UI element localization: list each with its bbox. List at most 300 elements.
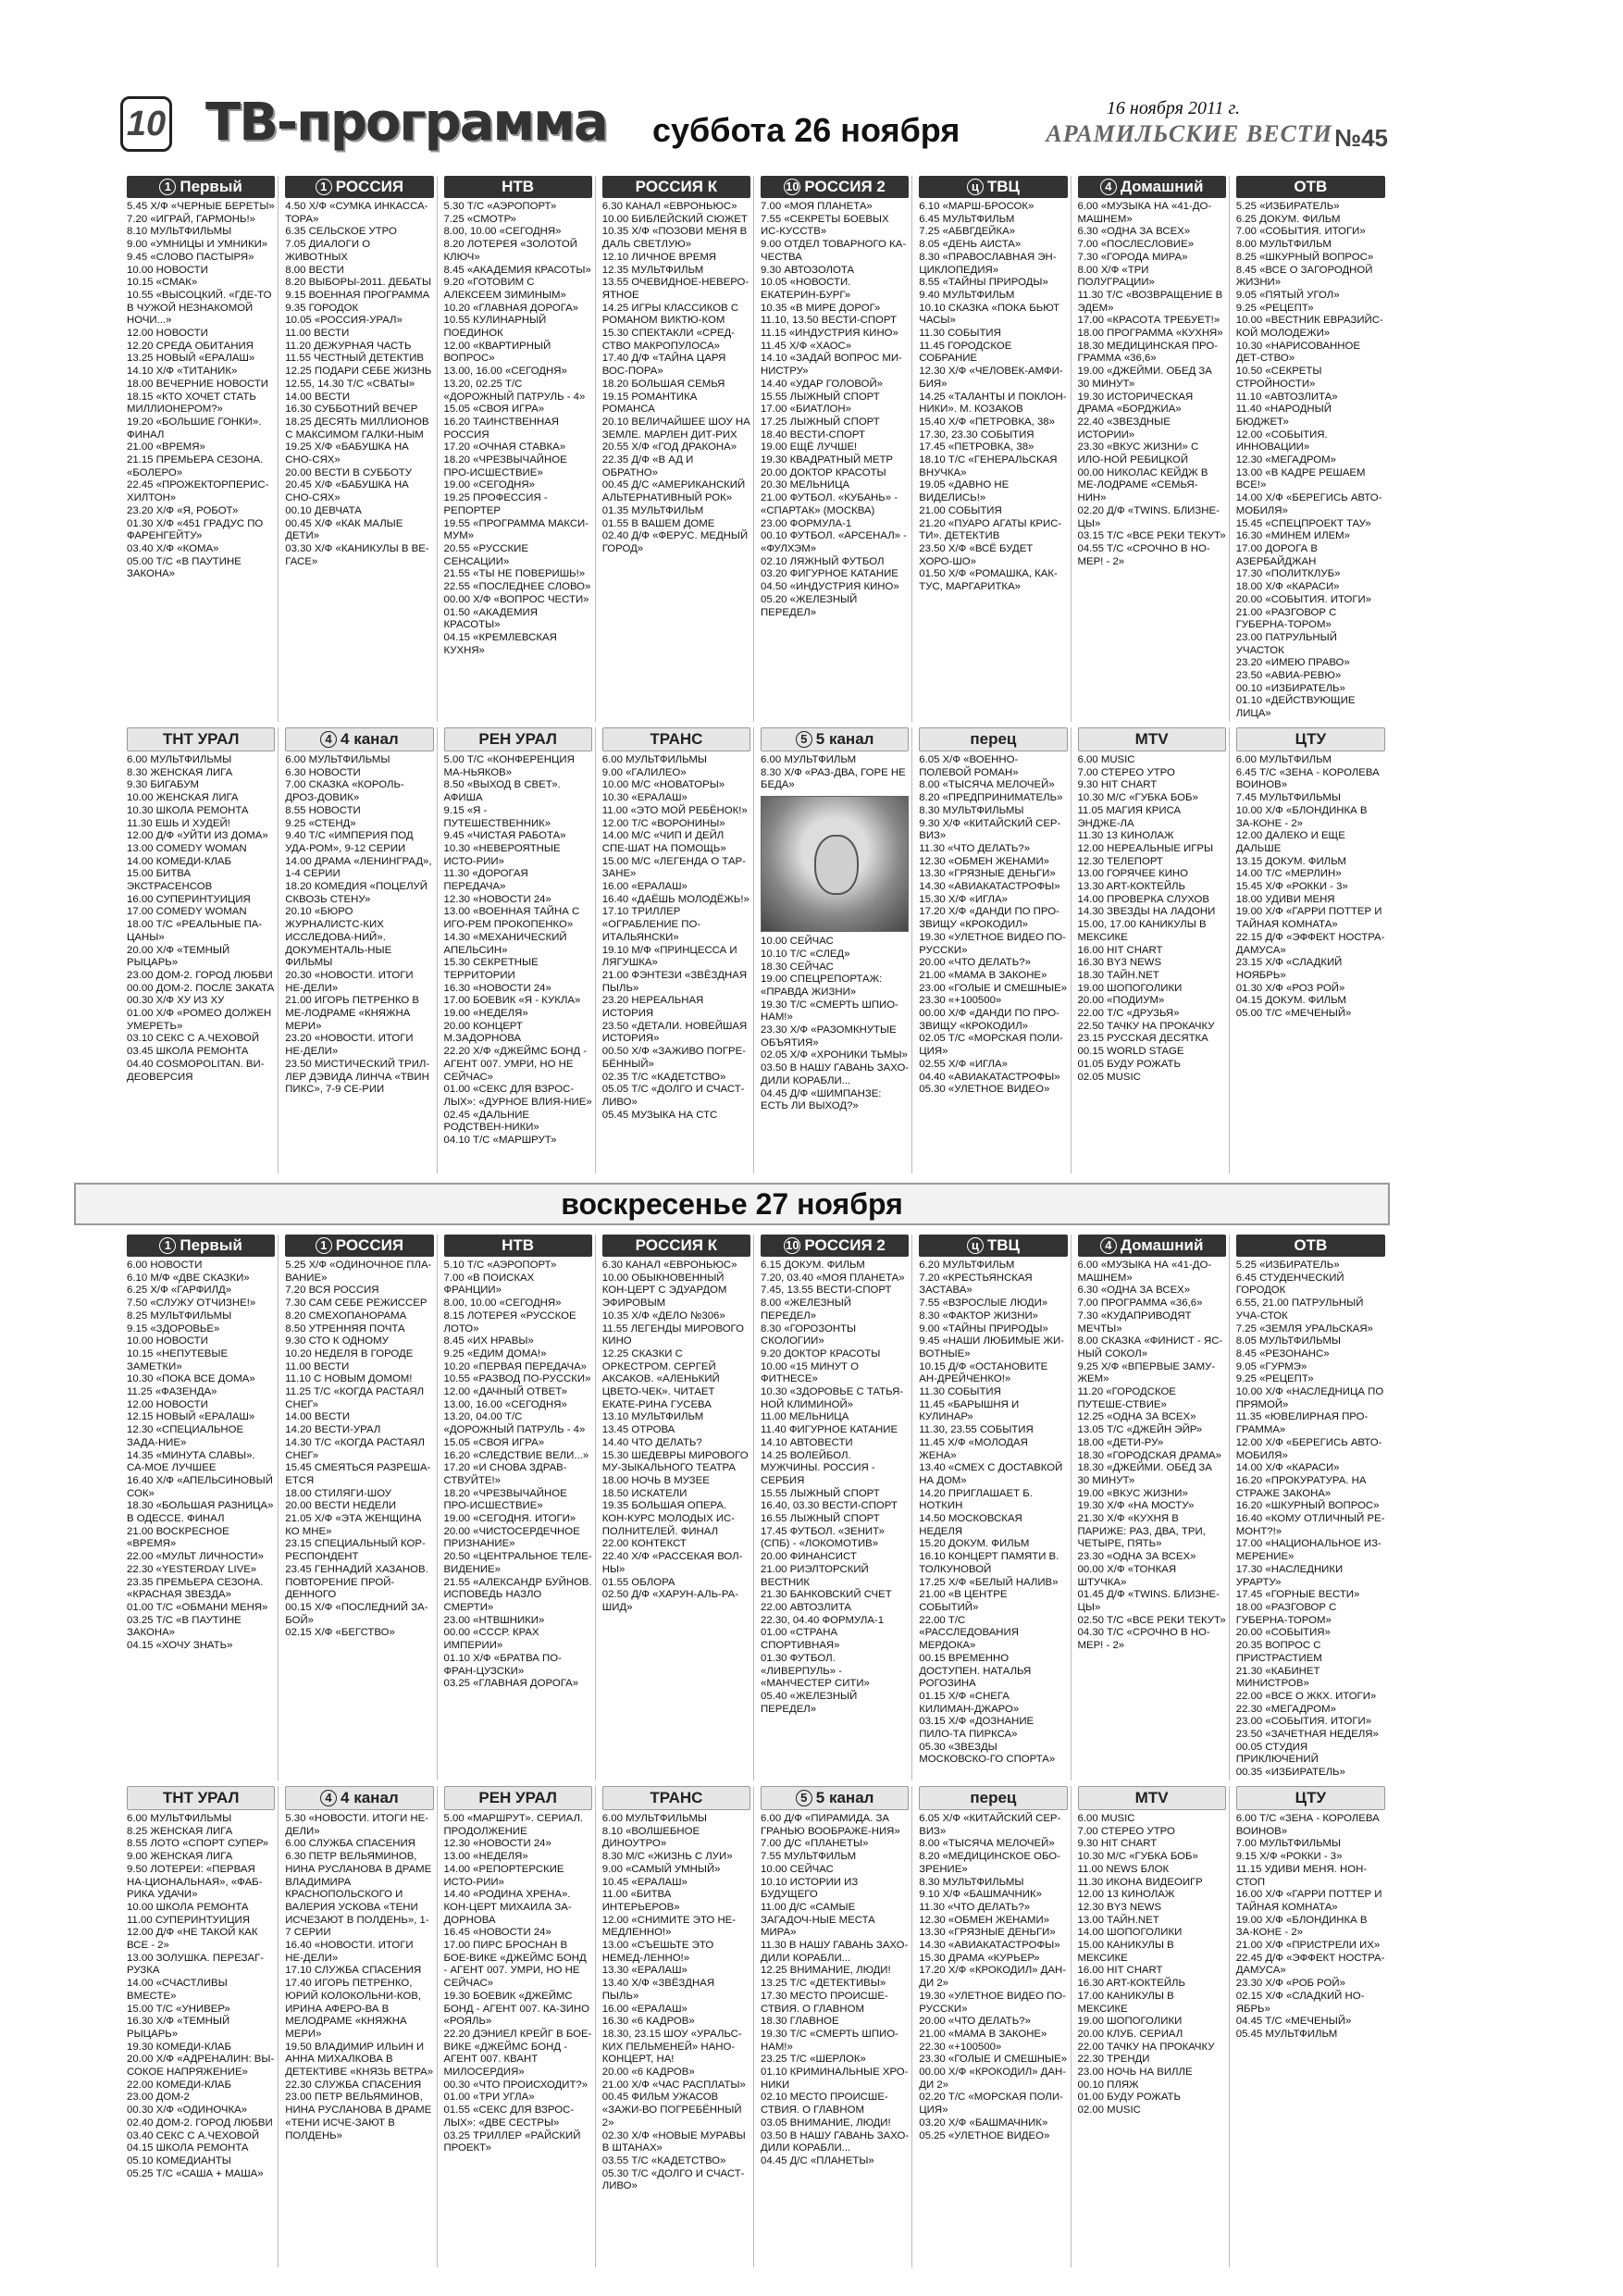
programme-item: 10.00 Х/Ф «БЛОНДИНКА В ЗА-КОНЕ - 2» bbox=[1235, 804, 1368, 829]
programme-item: 11.30 ЕШЬ И ХУДЕЙ! bbox=[127, 817, 230, 829]
programme-item: 11.20 ДЕЖУРНАЯ ЧАСТЬ bbox=[285, 340, 412, 352]
channel-logo-icon: ц bbox=[967, 1237, 984, 1254]
programme-item: 18.20 КОМЕДИЯ «ПОЦЕЛУЙ СКВОЗЬ СТЕНУ» bbox=[285, 881, 427, 905]
programme-item: 15.55 ЛЫЖНЫЙ СПОРТ bbox=[761, 391, 880, 403]
programme-item: 00.10 ПЛЯЖ bbox=[1077, 2079, 1139, 2091]
programme-item: 14.00 «СЧАСТЛИВЫ ВМЕСТЕ» bbox=[127, 1978, 228, 2002]
programme-item: 12.25 «ОДНА ЗА ВСЕХ» bbox=[1077, 1411, 1196, 1423]
programme-item: 21.00 РИЭЛТОРСКИЙ ВЕСТНИК bbox=[761, 1563, 869, 1588]
programme-item: 20.00 «СОБЫТИЯ. ИТОГИ» bbox=[1235, 593, 1372, 605]
programme-item: 14.00 КОМЕДИ-КЛАБ bbox=[127, 855, 231, 867]
programme-item: 10.10 ИСТОРИИ ИЗ БУДУЩЕГО bbox=[761, 1876, 859, 1901]
channel-column bbox=[282, 1786, 437, 2267]
programme-item: 14.20 ВЕСТИ-УРАЛ bbox=[285, 1424, 381, 1436]
channel-name: MTV bbox=[1134, 1789, 1169, 1806]
programme-item: 16.30 Х/Ф «ТЕМНЫЙ РЫЦАРЬ» bbox=[127, 2016, 230, 2040]
programme-item: 19.35 БОЛЬШАЯ ОПЕРА. КОН-КУРС МОЛОДЫХ ИС-ПОЛНИТЕЛЕЙ. ФИНАЛ bbox=[601, 1500, 736, 1537]
channel-logo-icon: 10 bbox=[786, 180, 799, 193]
programme-item: 04.45 Д/С «ПЛАНЕТЫ» bbox=[761, 2154, 874, 2166]
programme-item: 11.30 Т/С «ВОЗВРАЩЕНИЕ В ЭДЕМ» bbox=[1077, 289, 1223, 314]
programme-item: 05.00 Т/С «В ПАУТИНЕ ЗАКОНА» bbox=[127, 555, 242, 580]
programme-item: 10.30 «НАРИСОВАННОЕ ДЕТ-СТВО» bbox=[1235, 340, 1360, 365]
programme-item: 01.55 В ВАШЕМ ДОМЕ bbox=[601, 517, 715, 529]
programme-item: 17.30 МЕСТО ПРОИСШЕ-СТВИЯ. О ГЛАВНОМ bbox=[761, 1990, 888, 2015]
programme-item: 19.50 ВЛАДИМИР ИЛЬИН И АННА МИХАЛКОВА В ДЕТЕКТИВЕ «КНЯЗЬ ВЕТРА» bbox=[285, 2041, 434, 2079]
programme-item: 18.00 УДИВИ МЕНЯ bbox=[1235, 893, 1335, 905]
programme-item: 8.00, 10.00 «СЕГОДНЯ» bbox=[443, 1297, 562, 1309]
programme-item: 20.00 ВЕСТИ В СУББОТУ bbox=[285, 466, 412, 478]
programme-item: 22.00 «ВСЕ О ЖКХ. ИТОГИ» bbox=[1235, 1690, 1377, 1702]
programme-item: 9.45 «СЛОВО ПАСТЫРЯ» bbox=[127, 251, 254, 263]
programme-item: 23.30 «ВКУС ЖИЗНИ» С ИЛО-НОЙ РЕБИЦКОЙ bbox=[1077, 441, 1199, 466]
channel-logo bbox=[761, 1786, 909, 1810]
channel-column bbox=[600, 1786, 754, 2267]
programme-item: 18.15 «КТО ХОЧЕТ СТАТЬ МИЛЛИОНЕРОМ?» bbox=[127, 391, 256, 416]
channel-logo bbox=[919, 176, 1067, 198]
programme-item: 15.30 СЕКРЕТНЫЕ ТЕРРИТОРИИ bbox=[443, 957, 539, 981]
programme-item: 19.00 «НЕДЕЛЯ» bbox=[443, 1008, 528, 1020]
programme-item: 01.45 Д/Ф «TWINS. БЛИЗНЕ-ЦЫ» bbox=[1077, 1589, 1220, 1613]
programme-item: 6.00 МУЛЬТФИЛЬМ bbox=[1235, 754, 1332, 765]
programme-item: 10.00 НОВОСТИ bbox=[127, 1335, 208, 1347]
programme-item: 23.50 «ДЕТАЛИ. НОВЕЙШАЯ ИСТОРИЯ» bbox=[601, 1020, 748, 1045]
programme-item: 14.30 «АВИАКАТАСТРОФЫ» bbox=[919, 881, 1060, 893]
programme-item: 6.30 КАНАЛ «ЕВРОНЬЮС» bbox=[601, 201, 737, 212]
programme-item: 16.20 ТАИНСТВЕННАЯ РОССИЯ bbox=[443, 416, 560, 441]
programme-item: 8.45 «ВСЕ О ЗАГОРОДНОЙ ЖИЗНИ» bbox=[1235, 264, 1373, 289]
channel-column bbox=[124, 176, 279, 722]
channel-column bbox=[1075, 727, 1230, 1173]
programme-item: 14.25 «ТАЛАНТЫ И ПОКЛОН-НИКИ». М. КОЗАКОВ bbox=[919, 391, 1067, 416]
programme-item: 02.45 «ДАЛЬНИЕ РОДСТВЕН-НИКИ» bbox=[443, 1109, 539, 1134]
programme-item: 6.00 СЛУЖБА СПАСЕНИЯ bbox=[285, 1838, 415, 1850]
programme-item: 19.30 «УЛЕТНОЕ ВИДЕО ПО-РУССКИ» bbox=[919, 931, 1066, 956]
programme-item: 23.30 «ОДНА ЗА ВСЕХ» bbox=[1077, 1551, 1196, 1563]
programme-item: 17.45 «ГОРНЫЕ ВЕСТИ» bbox=[1235, 1589, 1360, 1601]
programme-item: 22.45 «ПРОЖЕКТОРПЕРИС-ХИЛТОН» bbox=[127, 479, 269, 504]
channel-logo bbox=[127, 176, 275, 198]
programme-item: 7.05 ДИАЛОГИ О ЖИВОТНЫХ bbox=[285, 239, 371, 263]
programme-item: 17.00 «БИАТЛОН» bbox=[761, 403, 851, 416]
channel-logo bbox=[285, 727, 433, 751]
programme-item: 8.30 «ПРАВОСЛАВНАЯ ЭН-ЦИКЛОПЕДИЯ» bbox=[919, 251, 1057, 276]
programme-item: 21.00 «РАЗГОВОР С ГУБЕРНА-ТОРОМ» bbox=[1235, 606, 1337, 631]
programme-item: 5.00 «МАРШРУТ». СЕРИАЛ. ПРОДОЛЖЕНИЕ bbox=[443, 1813, 584, 1837]
programme-item: 04.30 Т/С «СРОЧНО В НО-МЕР! - 2» bbox=[1077, 1627, 1210, 1652]
programme-item: 04.40 COSMOPOLITAN. ВИ-ДЕОВЕРСИЯ bbox=[127, 1058, 265, 1083]
programme-item: 01.10 Х/Ф «БРАТВА ПО-ФРАН-ЦУЗСКИ» bbox=[443, 1652, 562, 1677]
programme-item: 00.00 НИКОЛАС КЕЙДЖ В МЕ-ЛОДРАМЕ «СЕМЬЯ-НИН» bbox=[1077, 466, 1208, 504]
programme-item: 21.00 ФУТБОЛ. «КУБАНЬ» - «СПАРТАК» (МОСКВА) bbox=[761, 492, 898, 516]
programme-item: 16.20 «СЛЕДСТВИЕ ВЕЛИ...» bbox=[443, 1449, 589, 1461]
programme-item: 03.25 ТРИЛЛЕР «РАЙСКИЙ ПРОЕКТ» bbox=[443, 2129, 581, 2154]
channel-column bbox=[758, 727, 912, 1173]
programme-item: 7.00 «ПОСЛЕСЛОВИЕ» bbox=[1077, 239, 1195, 251]
programme-item: 11.25 «ФАЗЕНДА» bbox=[127, 1386, 217, 1398]
programme-item: 18.00 СТИЛЯГИ-ШОУ bbox=[285, 1487, 392, 1499]
programme-item: 14.00 Х/Ф «КАРАСИ» bbox=[1235, 1462, 1340, 1474]
programme-item: 18.00 Х/Ф «КАРАСИ» bbox=[1235, 581, 1340, 593]
programme-item: 22.00 КОНТЕКСТ bbox=[601, 1538, 687, 1550]
programme-item: 17.30 «НАСЛЕДНИКИ УРАРТУ» bbox=[1235, 1563, 1344, 1588]
programme-item: 11.10 «АВТОЗЛИТА» bbox=[1235, 391, 1338, 403]
programme-item: 22.30 ТРЕНДИ bbox=[1077, 2054, 1150, 2066]
programme-item: 6.30 «ОДНА ЗА ВСЕХ» bbox=[1077, 226, 1191, 238]
programme-item: 02.40 Д/Ф «ФЕРУС. МЕДНЫЙ ГОРОД» bbox=[601, 530, 749, 554]
programme-item: 23.00 «СОБЫТИЯ. ИТОГИ» bbox=[1235, 1716, 1372, 1728]
channel-column bbox=[600, 1235, 754, 1781]
programme-item: 8.55 ЛОТО «СПОРТ СУПЕР» bbox=[127, 1838, 269, 1850]
programme-item: 10.05 «НОВОСТИ. ЕКАТЕРИН-БУРГ» bbox=[761, 277, 851, 301]
programme-item: 20.10 ВЕЛИЧАЙШЕЕ ШОУ НА ЗЕМЛЕ. МАРЛЕН ДИТ-РИХ bbox=[601, 416, 750, 441]
programme-item: 22.00 ТАЧКУ НА ПРОКАЧКУ bbox=[1077, 2041, 1215, 2053]
programme-item: 17.25 Х/Ф «БЕЛЫЙ НАЛИВ» bbox=[919, 1576, 1059, 1588]
programme-item: 22.00 «МУЛЬТ ЛИЧНОСТИ» bbox=[127, 1551, 264, 1563]
programme-item: 12.30 «МЕГАДРОМ» bbox=[1235, 454, 1336, 466]
programme-item: 23.00 «ГОЛЫЕ И СМЕШНЫЕ» bbox=[919, 982, 1068, 994]
programme-item: 8.25 «ШКУРНЫЙ ВОПРОС» bbox=[1235, 251, 1374, 263]
programme-item: 13.30 ART-КОКТЕЙЛЬ bbox=[1077, 881, 1185, 893]
programme-item: 9.15 «Я - ПУТЕШЕСТВЕННИК» bbox=[443, 804, 551, 829]
programme-item: 13.00, 16.00 «СЕГОДНЯ» bbox=[443, 1398, 567, 1410]
page-number: 10 bbox=[120, 96, 172, 152]
programme-item: 02.35 Т/С «КАДЕТСТВО» bbox=[601, 1071, 726, 1083]
programme-item: 12.00 «ДАЧНЫЙ ОТВЕТ» bbox=[443, 1386, 567, 1398]
channel-logo bbox=[761, 1235, 909, 1257]
programme-item: 05.10 КОМЕДИАНТЫ bbox=[127, 2154, 231, 2166]
programme-item: 6.30 НОВОСТИ bbox=[285, 766, 361, 778]
programme-item: 18.20 БОЛЬШАЯ СЕМЬЯ bbox=[601, 378, 725, 390]
programme-item: 17.40 ИГОРЬ ПЕТРЕНКО, ЮРИЙ КОЛОКОЛЬНИ-КОВ, ИРИНА АФЕРО-ВА В МЕЛОДРАМЕ «КНЯЖНА МЕРИ» bbox=[285, 1978, 421, 2040]
programme-item: 11.05 МАГИЯ КРИСА ЭНДЖЕ-ЛА bbox=[1077, 804, 1182, 829]
programme-item: 17.10 ТРИЛЛЕР «ОГРАБЛЕНИЕ ПО-ИТАЛЬЯНСКИ» bbox=[601, 906, 701, 943]
programme-item: 17.00 КАНИКУЛЫ В МЕКСИКЕ bbox=[1077, 1990, 1174, 2015]
programme-item: 7.20 «КРЕСТЬЯНСКАЯ ЗАСТАВА» bbox=[919, 1272, 1033, 1297]
programme-item: 18.00 ВЕЧЕРНИЕ НОВОСТИ bbox=[127, 378, 268, 390]
programme-item: 11.30 «ЧТО ДЕЛАТЬ?» bbox=[919, 1901, 1031, 1913]
programme-item: 5.25 «ИЗБИРАТЕЛЬ» bbox=[1235, 1260, 1340, 1271]
programme-item: 8.00 «ЖЕЛЕЗНЫЙ ПЕРЕДЕЛ» bbox=[761, 1297, 851, 1322]
programme-item: 20.00 «ЧТО ДЕЛАТЬ?» bbox=[919, 2016, 1031, 2028]
programme-item: 12.35 МУЛЬТФИЛЬМ bbox=[601, 264, 704, 276]
programme-item bbox=[1236, 721, 1385, 722]
programme-item: 12.55, 14.30 Т/С «СВАТЫ» bbox=[285, 378, 415, 390]
programme-item: 12.00 Х/Ф «БЕРЕГИСЬ АВТО-МОБИЛЯ» bbox=[1235, 1436, 1382, 1461]
programme-item: 11.00 Д/С «САМЫЕ ЗАГАДОЧ-НЫЕ МЕСТА МИРА» bbox=[761, 1901, 875, 1939]
programme-item: 00.00 Х/Ф «ВОПРОС ЧЕСТИ» bbox=[443, 593, 589, 605]
programme-item: 03.15 Т/С «ВСЕ РЕКИ ТЕКУТ» bbox=[1077, 530, 1226, 542]
programme-item: 00.35 «ИЗБИРАТЕЛЬ» bbox=[1235, 1767, 1345, 1779]
programme-item: 15.30 СПЕКТАКЛИ «СРЕД-СТВО МАКРОПУЛОСА» bbox=[601, 328, 735, 352]
programme-item: 9.30 СТО К ОДНОМУ bbox=[285, 1335, 389, 1347]
channel-name: ТНТ УРАЛ bbox=[162, 730, 240, 748]
programme-item: 01.00 БУДУ РОЖАТЬ bbox=[1077, 2091, 1181, 2104]
programme-item: 19.00 «СЕГОДНЯ. ИТОГИ» bbox=[443, 1513, 576, 1525]
programme-item: 04.55 Т/С «СРОЧНО В НО-МЕР! - 2» bbox=[1077, 542, 1210, 567]
programme-item: 00.30 Х/Ф «ОДИНОЧКА» bbox=[127, 2104, 248, 2116]
programme-item: 17.45 «ПЕТРОВКА, 38» bbox=[919, 441, 1035, 453]
channel-column bbox=[1075, 1786, 1230, 2267]
channel-logo-icon: 1 bbox=[159, 1237, 176, 1254]
programme-item: 03.40 Х/Ф «КОМА» bbox=[127, 542, 219, 554]
programme-item: 15.00 Т/С «УНИВЕР» bbox=[127, 2003, 230, 2015]
programme-item: 19.20 «БОЛЬШИЕ ГОНКИ». ФИНАЛ bbox=[127, 416, 262, 441]
programme-item: 19.00 ШОПОГОЛИКИ bbox=[1077, 982, 1183, 994]
programme-item: 19.00 Х/Ф «ГАРРИ ПОТТЕР И ТАЙНАЯ КОМНАТА» bbox=[1235, 906, 1382, 931]
programme-item: 11.45 ГОРОДСКОЕ СОБРАНИЕ bbox=[919, 340, 1012, 365]
programme-item: 6.10 М/Ф «ДВЕ СКАЗКИ» bbox=[127, 1272, 250, 1284]
programme-item: 5.30 Т/С «АЭРОПОРТ» bbox=[443, 201, 557, 212]
programme-item: 16.10 КОНЦЕРТ ПАМЯТИ В. ТОЛКУНОВОЙ bbox=[919, 1551, 1059, 1575]
channel-logo-icon: 4 bbox=[1100, 179, 1117, 195]
programme-item: 9.10 Х/Ф «БАШМАЧНИК» bbox=[919, 1889, 1042, 1901]
programme-item: 9.35 ГОРОДОК bbox=[285, 302, 359, 314]
programme-item: 6.25 Х/Ф «ГАРФИЛД» bbox=[127, 1285, 232, 1297]
programme-item: 11.00 СУПЕРИНТУИЦИЯ bbox=[127, 1914, 250, 1926]
programme-item: 7.45, 13.55 ВЕСТИ-СПОРТ bbox=[761, 1285, 892, 1297]
programme-item: 15.00 КАНИКУЛЫ В МЕКСИКЕ bbox=[1077, 1940, 1174, 1964]
programme-item: 8.00 «ТЫСЯЧА МЕЛОЧЕЙ» bbox=[919, 779, 1055, 791]
programme-item: 03.20 ФИГУРНОЕ КАТАНИЕ bbox=[761, 568, 898, 580]
programme-item: 10.00 ОБЫКНОВЕННЫЙ КОН-ЦЕРТ С ЭДУАРДОМ ЭФИРОВЫМ bbox=[601, 1272, 727, 1309]
programme-item: 9.30 БИГАБУМ bbox=[127, 779, 199, 791]
programme-item: 22.50 ТАЧКУ НА ПРОКАЧКУ bbox=[1077, 1020, 1215, 1032]
programme-item: 02.30 Х/Ф «НОВЫЕ МУРАВЫ В ШТАНАХ» bbox=[601, 2129, 746, 2154]
channel-name: РОССИЯ К bbox=[635, 1236, 718, 1254]
programme-item: 18.30 ТАЙН.NET bbox=[1077, 969, 1159, 981]
programme-item: 19.30 Т/С «СМЕРТЬ ШПИО-НАМ!» bbox=[761, 2028, 898, 2053]
programme-item: 19.00 СПЕЦРЕПОРТАЖ: «ПРАВДА ЖИЗНИ» bbox=[761, 974, 883, 998]
programme-item: 13.40 «СМЕХ С ДОСТАВКОЙ НА ДОМ» bbox=[919, 1462, 1063, 1486]
programme-item: 11.15 УДИВИ МЕНЯ. НОН-СТОП bbox=[1235, 1863, 1368, 1888]
programme-item: 15.55 ЛЫЖНЫЙ СПОРТ bbox=[761, 1487, 880, 1499]
programme-item: 12.00 «КВАРТИРНЫЙ ВОПРОС» bbox=[443, 340, 551, 365]
programme-item: 23.30 «ГОЛЫЕ И СМЕШНЫЕ» bbox=[919, 2054, 1068, 2066]
channel-column bbox=[282, 1235, 437, 1781]
channel-logo bbox=[919, 1786, 1067, 1810]
channel-name: 4 канал bbox=[341, 1789, 399, 1806]
programme-item: 13.05 Т/С «ДЖЕЙН ЭЙР» bbox=[1077, 1424, 1203, 1436]
programme-item: 14.10 Х/Ф «ТИТАНИК» bbox=[127, 366, 238, 378]
programme-item: 14.30 ЗВЕЗДЫ НА ЛАДОНИ bbox=[1077, 906, 1216, 918]
programme-item: 6.00 MUSIC bbox=[1077, 754, 1135, 765]
programme-item: 20.00 «6 КАДРОВ» bbox=[601, 2066, 695, 2079]
programme-item: 16.00 «ЕРАЛАШ» bbox=[601, 2003, 688, 2015]
programme-item: 14.40 «РОДИНА ХРЕНА». КОН-ЦЕРТ МИХАИЛА ЗА-ДОРНОВА bbox=[443, 1889, 572, 1926]
programme-item: 11.00 МЕЛЬНИЦА bbox=[761, 1411, 849, 1423]
channel-column bbox=[758, 1235, 912, 1781]
channel-column bbox=[441, 1235, 596, 1781]
programme-item: 10.20 «ПЕРВАЯ ПЕРЕДАЧА» bbox=[443, 1360, 588, 1372]
programme-item: 02.40 ДОМ-2. ГОРОД ЛЮБВИ bbox=[127, 2116, 273, 2128]
programme-item: 6.00 МУЛЬТФИЛЬМЫ bbox=[601, 1813, 707, 1824]
programme-item: 23.25 Т/С «ШЕРЛОК» bbox=[761, 2054, 866, 2066]
programme-item: 4.50 Х/Ф «СУМКА ИНКАССА-ТОРА» bbox=[285, 201, 428, 225]
programme-item: 21.30 «КАБИНЕТ МИНИСТРОВ» bbox=[1235, 1665, 1320, 1690]
channel-logo bbox=[919, 1235, 1067, 1257]
programme-item: 6.05 Х/Ф «КИТАЙСКИЙ СЕР-ВИЗ» bbox=[919, 1813, 1061, 1837]
programme-item: 7.30 «КУДАПРИВОДЯТ МЕЧТЫ» bbox=[1077, 1309, 1192, 1334]
channel-name: 5 канал bbox=[815, 730, 874, 748]
programme-item: 10.00 СЕЙЧАС bbox=[761, 1863, 834, 1875]
programme-item: 6.00 MUSIC bbox=[1077, 1813, 1135, 1824]
channel-logo bbox=[761, 176, 909, 198]
programme-item: 10.35 Х/Ф «ДЕЛО №306» bbox=[601, 1309, 725, 1322]
programme-item: 20.00 Х/Ф «АДРЕНАЛИН: ВЫ-СОКОЕ НАПРЯЖЕНИЕ» bbox=[127, 2054, 275, 2079]
programme-item: 17.00 «КРАСОТА ТРЕБУЕТ!» bbox=[1077, 315, 1220, 327]
programme-item: 9.00 «САМЫЙ УМНЫЙ» bbox=[601, 1863, 721, 1875]
programme-item: 23.30 «+100500» bbox=[919, 995, 1002, 1007]
channel-column bbox=[916, 727, 1071, 1173]
programme-item: 04.40 «АВИАКАТАСТРОФЫ» bbox=[919, 1071, 1060, 1083]
channel-logo-icon: 4 bbox=[1100, 1237, 1117, 1254]
programme-item: 16.20 «ПРОКУРАТУРА. НА СТРАЖЕ ЗАКОНА» bbox=[1235, 1474, 1367, 1499]
programme-item: 00.00 Х/Ф «ДАНДИ ПО ПРО-ЗВИЩУ «КРОКОДИЛ» bbox=[919, 1008, 1059, 1032]
programme-item: 19.30 Х/Ф «НА МОСТУ» bbox=[1077, 1500, 1195, 1512]
programme-item: 10.55 «РАЗВОД ПО-РУССКИ» bbox=[443, 1373, 591, 1385]
programme-item: 5.25 «ИЗБИРАТЕЛЬ» bbox=[1235, 201, 1340, 212]
channel-logo-icon: 4 bbox=[320, 1790, 337, 1806]
programme-item: 14.25 ВОЛЕЙБОЛ. МУЖЧИНЫ. РОССИЯ - СЕРБИЯ bbox=[761, 1449, 875, 1486]
programme-item: 8.45 «ИХ НРАВЫ» bbox=[443, 1335, 534, 1347]
programme-item: 7.20, 03.40 «МОЯ ПЛАНЕТА» bbox=[761, 1272, 905, 1284]
programme-item: 01.35 МУЛЬТФИЛЬМ bbox=[601, 504, 704, 516]
programme-item: 7.25 «СМОТР» bbox=[443, 213, 516, 225]
programme-item: 10.00 НОВОСТИ bbox=[127, 264, 208, 276]
programme-item: 7.30 «ГОРОДА МИРА» bbox=[1077, 251, 1188, 263]
programme-item: 11.30 ИКОНА ВИДЕОИГР bbox=[1077, 1876, 1203, 1888]
programme-item: 8.30 МУЛЬТФИЛЬМЫ bbox=[919, 804, 1024, 816]
programme-item: 23.30 Х/Ф «РОБ РОЙ» bbox=[1235, 1978, 1345, 1990]
programme-item: 16.40, 03.30 ВЕСТИ-СПОРТ bbox=[761, 1500, 898, 1512]
channel-column bbox=[758, 1786, 912, 2267]
programme-item: 05.30 «УЛЕТНОЕ ВИДЕО» bbox=[919, 1084, 1050, 1096]
programme-item: 17.45 ФУТБОЛ. «ЗЕНИТ» (СПБ) - «ЛОКОМОТИВ» bbox=[761, 1525, 885, 1550]
programme-item: 9.30 АВТОЗОЛОТА bbox=[761, 264, 855, 276]
programme-item: 14.00 ДРАМА «ЛЕНИНГРАД», 1-4 СЕРИИ bbox=[285, 855, 432, 880]
channel-logo-icon: 1 bbox=[316, 179, 332, 195]
programme-item: 5.00 Т/С «КОНФЕРЕНЦИЯ МА-НЬЯКОВ» bbox=[443, 754, 575, 778]
channel-name: ЦТУ bbox=[1295, 730, 1327, 748]
programme-item: 15.20 ДОКУМ. ФИЛЬМ bbox=[919, 1538, 1030, 1550]
channel-name: перец bbox=[970, 730, 1017, 748]
programme-item: 22.00 КОМЕДИ-КЛАБ bbox=[127, 2079, 231, 2091]
programme-item: 16.00 Х/Ф «ГАРРИ ПОТТЕР И ТАЙНАЯ КОМНАТА» bbox=[1235, 1889, 1382, 1913]
channel-name: ТНТ УРАЛ bbox=[162, 1789, 240, 1806]
programme-item: 03.25 «ГЛАВНАЯ ДОРОГА» bbox=[443, 1678, 579, 1690]
programme-item: 21.00 ФЭНТЕЗИ «ЗВЁЗДНАЯ ПЫЛЬ» bbox=[601, 969, 748, 994]
programme-item: 9.25 «ЕДИМ ДОМА!» bbox=[443, 1347, 547, 1359]
programme-item: 13.00 «СЪЕШЬТЕ ЭТО НЕМЕД-ЛЕННО!» bbox=[601, 1940, 714, 1964]
programme-item: 03.30 Х/Ф «КАНИКУЛЫ В ВЕ-ГАСЕ» bbox=[285, 542, 429, 567]
programme-item: 00.15 WORLD STAGE bbox=[1077, 1046, 1184, 1058]
programme-item: 18.00 ПРОГРАММА «КУХНЯ» bbox=[1077, 328, 1223, 340]
channel-logo bbox=[285, 176, 433, 198]
programme-item: 03.15 Х/Ф «ДОЗНАНИЕ ПИЛО-ТА ПИРКСА» bbox=[919, 1716, 1035, 1741]
channel-name: ЦТУ bbox=[1295, 1789, 1327, 1806]
channel-name: НТВ bbox=[502, 178, 535, 195]
programme-item: 13.00 «ВОЕННАЯ ТАЙНА С ИГО-РЕМ ПРОКОПЕНКО» bbox=[443, 906, 580, 931]
programme-item: 14.00 Т/С «МЕРЛИН» bbox=[1235, 868, 1342, 880]
programme-item: 11.30 «ЧТО ДЕЛАТЬ?» bbox=[919, 842, 1031, 854]
programme-item: 22.30 «МЕГАДРОМ» bbox=[1235, 1703, 1336, 1715]
programme-item: 6.00 МУЛЬТФИЛЬМЫ bbox=[127, 1813, 232, 1824]
programme-item: 6.20 МУЛЬТФИЛЬМ bbox=[919, 1260, 1015, 1271]
programme-item: 20.00 «ЧТО ДЕЛАТЬ?» bbox=[919, 957, 1031, 969]
channel-name: РОССИЯ 2 bbox=[804, 1236, 886, 1254]
programme-item: 12.30 ТЕЛЕПОРТ bbox=[1077, 855, 1163, 867]
programme-item: 00.15 ВРЕМЕННО ДОСТУПЕН. НАТАЛЬЯ РОГОЗИНА bbox=[919, 1652, 1032, 1690]
programme-item: 17.40 Д/Ф «ТАЙНА ЦАРЯ ВОС-ПОРА» bbox=[601, 353, 726, 378]
programme-item: 04.15 ШКОЛА РЕМОНТА bbox=[127, 2142, 249, 2154]
programme-item: 8.05 «ДЕНЬ АИСТА» bbox=[919, 239, 1022, 251]
channel-logo-icon: ц bbox=[967, 179, 984, 195]
programme-item: 11.55 ЛЕГЕНДЫ МИРОВОГО КИНО bbox=[601, 1322, 744, 1347]
programme-item: 8.20 «МЕДИЦИНСКОЕ ОБО-ЗРЕНИЕ» bbox=[919, 1851, 1060, 1875]
programme-item: 9.30 Х/Ф «КИТАЙСКИЙ СЕР-ВИЗ» bbox=[919, 817, 1061, 842]
day-heading-saturday: суббота 26 ноября bbox=[652, 111, 960, 149]
programme-item: 8.10 «ВОЛШЕБНОЕ ДИНОУТРО» bbox=[601, 1825, 700, 1850]
programme-item: 01.30 ФУТБОЛ. «ЛИВЕРПУЛЬ» - «МАНЧЕСТЕР СИТИ» bbox=[761, 1652, 870, 1690]
programme-item: 10.10 Т/С «СЛЕД» bbox=[761, 948, 850, 960]
programme-item: 10.55 КУЛИНАРНЫЙ ПОЕДИНОК bbox=[443, 315, 547, 340]
programme-item: 10.00 Х/Ф «НАСЛЕДНИЦА ПО ПРЯМОЙ» bbox=[1235, 1386, 1384, 1410]
programme-item: 01.10 «ДЕЙСТВУЮЩИЕ ЛИЦА» bbox=[1235, 695, 1356, 720]
programme-item: 20.55 Х/Ф «ГОД ДРАКОНА» bbox=[601, 441, 737, 453]
channel-column bbox=[1233, 727, 1388, 1173]
programme-item: 00.05 СТУДИЯ ПРИКЛЮЧЕНИЙ bbox=[1235, 1741, 1319, 1766]
channel-name: ОТВ bbox=[1294, 1236, 1328, 1254]
programme-item: 14.00 ВЕСТИ bbox=[285, 1411, 351, 1423]
programme-item: 05.45 МУЛЬТФИЛЬМ bbox=[1235, 2028, 1338, 2040]
channel-name: Первый bbox=[180, 178, 242, 195]
programme-item: 8.20 ВЫБОРЫ-2011. ДЕБАТЫ bbox=[285, 277, 432, 289]
programme-item: 12.00 НОВОСТИ bbox=[127, 328, 208, 340]
programme-item: 10.45 «ЕРАЛАШ» bbox=[601, 1876, 688, 1888]
programme-item: 02.10 МЕСТО ПРОИСШЕ-СТВИЯ. О ГЛАВНОМ bbox=[761, 2091, 888, 2116]
programme-item: 23.50 «ЗАЧЕТНАЯ НЕДЕЛЯ» bbox=[1235, 1729, 1379, 1741]
programme-item: 02.20 Т/С «МОРСКАЯ ПОЛИ-ЦИЯ» bbox=[919, 2091, 1063, 2116]
programme-item: 19.05 «ДАВНО НЕ ВИДЕЛИСЬ!» bbox=[919, 479, 1010, 504]
programme-item: 14.25 ИГРЫ КЛАССИКОВ С РОМАНОМ ВИКТЮ-КОМ bbox=[601, 302, 739, 327]
programme-item: 20.55 «РУССКИЕ СЕНСАЦИИ» bbox=[443, 542, 528, 567]
programme-item: 15.30 Х/Ф «ИГЛА» bbox=[919, 893, 1008, 905]
programme-item: 01.10 КРИМИНАЛЬНЫЕ ХРО-НИКИ bbox=[761, 2066, 909, 2091]
programme-item: 13.00 ТАЙН.NET bbox=[1077, 1914, 1159, 1926]
channel-logo bbox=[1236, 176, 1385, 198]
programme-item: 8.30 ЖЕНСКАЯ ЛИГА bbox=[127, 766, 233, 778]
programme-item: 16.40 «КОМУ ОТЛИЧНЫЙ РЕ-МОНТ?!» bbox=[1235, 1513, 1385, 1537]
programme-item: 20.00 ВЕСТИ НЕДЕЛИ bbox=[285, 1500, 397, 1512]
programme-item: 16.45 «НОВОСТИ 24» bbox=[443, 1927, 551, 1939]
programme-item: 00.10 ДЕВЧАТА bbox=[285, 504, 362, 516]
programme-item: 02.20 Д/Ф «TWINS. БЛИЗНЕ-ЦЫ» bbox=[1077, 504, 1220, 529]
programme-item: 6.35 СЕЛЬСКОЕ УТРО bbox=[285, 226, 397, 238]
programme-item: 03.20 Х/Ф «БАШМАЧНИК» bbox=[919, 2116, 1048, 2128]
programme-item: 19.00 ЕЩЁ ЛУЧШЕ! bbox=[761, 441, 858, 453]
programme-item: 15.45 «СПЕЦПРОЕКТ ТАУ» bbox=[1235, 517, 1371, 529]
programme-item: 17.10 СЛУЖБА СПАСЕНИЯ bbox=[285, 1965, 422, 1977]
programme-item: 15.05 «СВОЯ ИГРА» bbox=[443, 403, 545, 416]
programme-item: 9.25 «РЕЦЕПТ» bbox=[1235, 1373, 1314, 1385]
channel-logo bbox=[285, 1235, 433, 1257]
programme-item: 20.50 «ЦЕНТРАЛЬНОЕ ТЕЛЕ-ВИДЕНИЕ» bbox=[443, 1551, 592, 1575]
programme-item: 03.25 Т/С «В ПАУТИНЕ ЗАКОНА» bbox=[127, 1614, 242, 1639]
channel-column bbox=[600, 176, 754, 722]
channel-column bbox=[758, 176, 912, 722]
programme-item: 10.35 «В МИРЕ ДОРОГ» bbox=[761, 302, 881, 314]
programme-item: 10.00 СЕЙЧАС bbox=[761, 936, 834, 948]
